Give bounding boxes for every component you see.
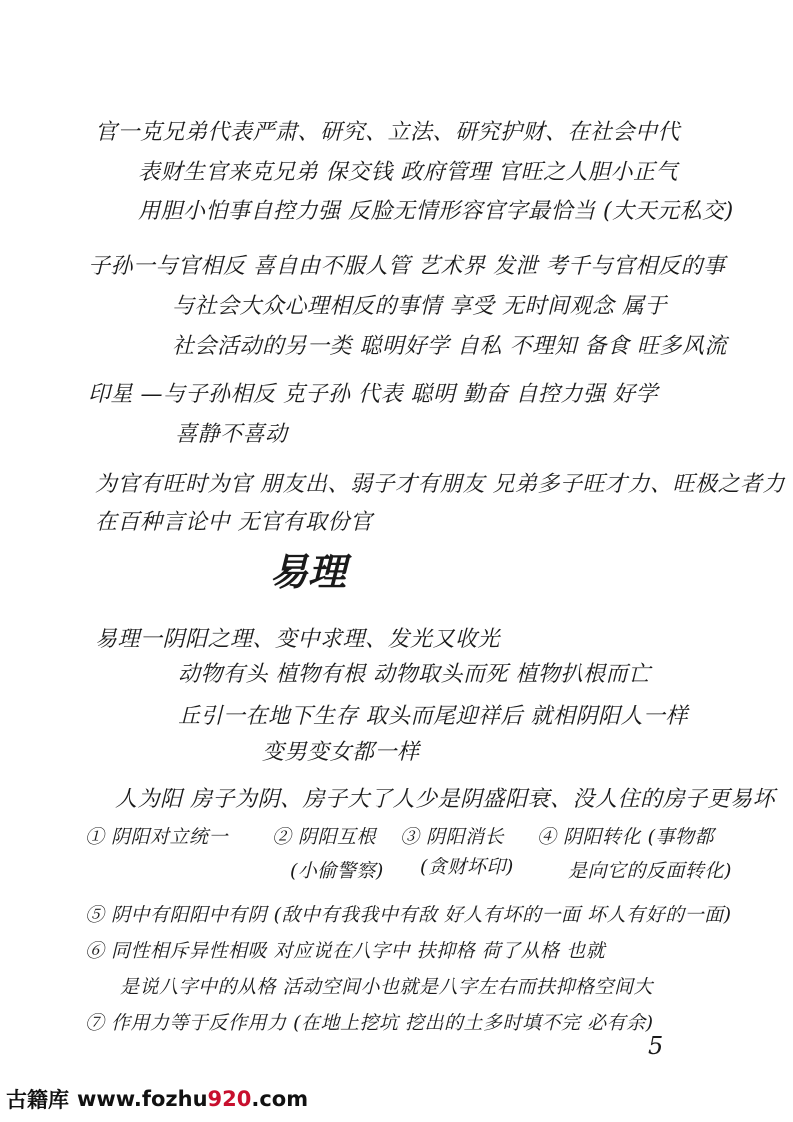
site-url: www.fozhu920.com bbox=[77, 1087, 309, 1111]
text-line: 为官有旺时为官 朋友出、弱子才有朋友 兄弟多子旺才力、旺极之者力 bbox=[95, 472, 785, 497]
section-heading: 易理 bbox=[270, 549, 347, 594]
text-line: 表财生官来克兄弟 保交钱 政府管理 官旺之人胆小正气 bbox=[138, 160, 678, 185]
text-line: ② 阴阳互根 bbox=[272, 826, 377, 848]
text-line: ④ 阴阳转化 (事物都 bbox=[537, 826, 714, 848]
text-line: 官一克兄弟代表严肃、研究、立法、研究护财、在社会中代 bbox=[95, 120, 681, 145]
text-line: 与社会大众心理相反的事情 享受 无时间观念 属于 bbox=[172, 294, 667, 319]
text-line: ① 阴阳对立统一 bbox=[85, 826, 229, 848]
text-line: 印星 —与子孙相反 克子孙 代表 聪明 勤奋 自控力强 好学 bbox=[88, 382, 658, 407]
text-line: 易理一阴阳之理、变中求理、发光又收光 bbox=[95, 627, 501, 652]
text-line: 社会活动的另一类 聪明好学 自私 不理知 备食 旺多风流 bbox=[172, 334, 727, 359]
text-line: 在百种言论中 无官有取份官 bbox=[95, 510, 373, 535]
text-line: (小偷警察) bbox=[290, 860, 384, 882]
text-line: (贪财坏印) bbox=[420, 856, 514, 878]
text-line: 丘引一在地下生存 取头而尾迎祥后 就相阴阳人一样 bbox=[178, 704, 688, 729]
text-line: 是说八字中的从格 活动空间小也就是八字左右而扶抑格空间大 bbox=[120, 976, 654, 998]
text-line: 用胆小怕事自控力强 反脸无情形容官字最恰当 (大天元私交) bbox=[138, 199, 734, 224]
site-name: 古籍库 bbox=[6, 1088, 69, 1112]
text-line: 是向它的反面转化) bbox=[568, 860, 732, 882]
text-line: ⑦ 作用力等于反作用力 (在地上挖坑 挖出的土多时填不完 必有余) bbox=[85, 1012, 654, 1034]
text-line: 喜静不喜动 bbox=[175, 422, 288, 447]
text-line: 动物有头 植物有根 动物取头而死 植物扒根而亡 bbox=[178, 662, 651, 687]
watermark-footer bbox=[6, 1082, 308, 1116]
text-line: 子孙一与官相反 喜自由不服人管 艺术界 发泄 考千与官相反的事 bbox=[88, 254, 726, 279]
page-number: 5 bbox=[648, 1032, 664, 1060]
text-line: ⑤ 阴中有阳阳中有阴 (敌中有我我中有敌 好人有坏的一面 坏人有好的一面) bbox=[85, 904, 732, 926]
text-line: ⑥ 同性相斥异性相吸 对应说在八字中 扶抑格 荷了从格 也就 bbox=[85, 940, 606, 962]
text-line: 变男变女都一样 bbox=[262, 740, 420, 765]
text-line: ③ 阴阳消长 bbox=[400, 826, 505, 848]
text-line: 人为阳 房子为阴、房子大了人少是阴盛阳衰、没人住的房子更易坏 bbox=[115, 787, 775, 812]
